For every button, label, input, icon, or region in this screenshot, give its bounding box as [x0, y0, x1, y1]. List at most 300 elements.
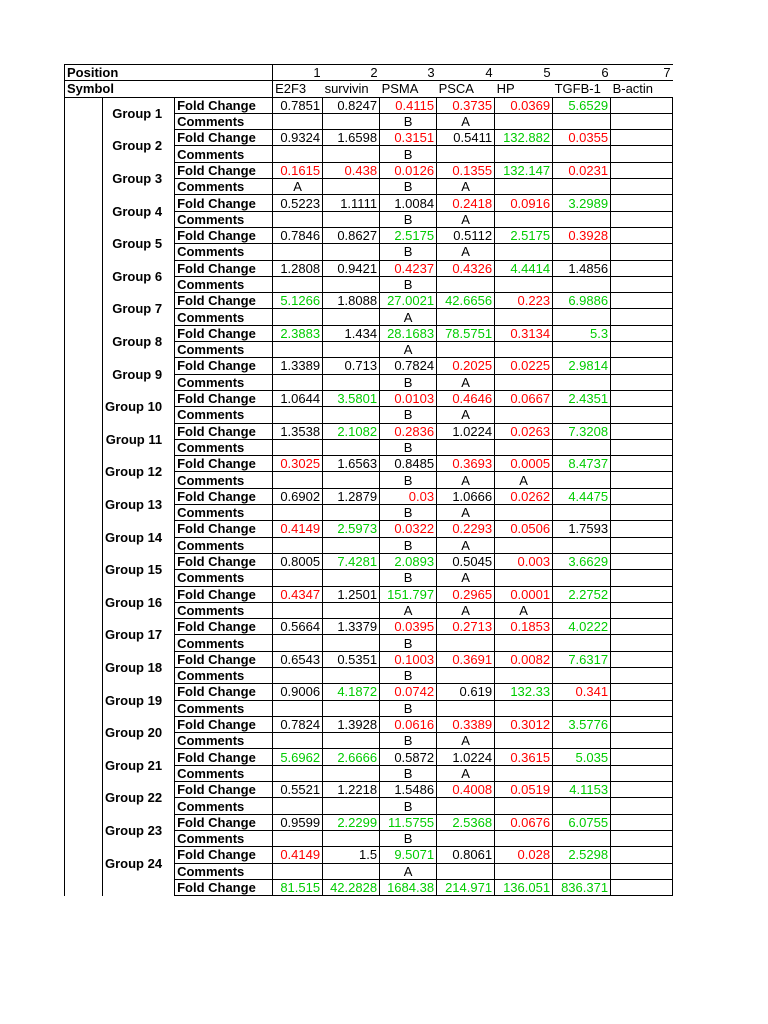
fold-change-row	[65, 325, 673, 341]
group-spacer-cell	[65, 423, 103, 439]
comment-value	[437, 830, 495, 846]
comment-value	[495, 179, 553, 195]
comments-label: Comments	[175, 667, 273, 683]
fold-change-value: 0.0001	[495, 586, 553, 602]
fold-change-value: 0.0225	[495, 358, 553, 374]
fold-change-value: 1.434	[323, 325, 380, 341]
fold-change-value: 4.1153	[553, 782, 611, 798]
fold-change-label: Fold Change	[175, 782, 273, 798]
empty-cell	[611, 798, 673, 814]
comment-value	[495, 733, 553, 749]
fold-change-value: 1.6563	[323, 456, 380, 472]
comment-value	[273, 244, 323, 260]
group-name: Group 14	[105, 529, 163, 545]
empty-cell	[611, 227, 673, 243]
comments-label: Comments	[175, 211, 273, 227]
fold-change-value: 0.7824	[380, 358, 437, 374]
fold-change-value: 2.5368	[437, 814, 495, 830]
fold-change-value: 0.9421	[323, 260, 380, 276]
empty-cell	[611, 162, 673, 178]
comment-value	[553, 798, 611, 814]
group-name: Group 2	[112, 138, 163, 154]
comment-value	[553, 733, 611, 749]
comments-label: Comments	[175, 830, 273, 846]
fold-change-value: 0.2713	[437, 619, 495, 635]
group-spacer-cell	[65, 472, 103, 488]
comment-value	[323, 342, 380, 358]
fold-change-row	[65, 227, 673, 243]
fold-change-label: Fold Change	[175, 521, 273, 537]
comment-value	[495, 537, 553, 553]
group-spacer-cell	[65, 260, 103, 276]
comment-value	[553, 244, 611, 260]
comment-value: A	[437, 733, 495, 749]
fold-change-row	[65, 684, 673, 700]
fold-change-value: 0.3691	[437, 651, 495, 667]
group-name: Group 8	[112, 334, 163, 350]
empty-cell	[611, 97, 673, 113]
fold-change-label: Fold Change	[175, 293, 273, 309]
fold-change-value: 0.2418	[437, 195, 495, 211]
comment-value	[273, 505, 323, 521]
empty-cell	[611, 293, 673, 309]
fold-change-value: 2.9814	[553, 358, 611, 374]
group-spacer-cell	[65, 635, 103, 651]
fold-change-value: 0.003	[495, 553, 553, 569]
fold-change-value: 0.0355	[553, 130, 611, 146]
fold-change-value: 1.0084	[380, 195, 437, 211]
fold-change-label: Fold Change	[175, 423, 273, 439]
empty-cell	[611, 733, 673, 749]
group-spacer-cell	[65, 113, 103, 129]
group-name: Group 6	[112, 268, 163, 284]
fold-change-value: 0.0103	[380, 390, 437, 406]
comment-value	[273, 309, 323, 325]
group-spacer-cell	[65, 439, 103, 455]
comment-value	[273, 863, 323, 879]
comment-value: B	[380, 733, 437, 749]
fold-change-value: 0.619	[437, 684, 495, 700]
fold-change-value: 0.7851	[273, 97, 323, 113]
comment-value: A	[380, 863, 437, 879]
group-spacer-cell	[65, 195, 103, 211]
fold-change-row	[65, 390, 673, 406]
fold-change-value: 0.3693	[437, 456, 495, 472]
fold-change-row	[65, 782, 673, 798]
fold-change-value: 0.0742	[380, 684, 437, 700]
comment-value: A	[437, 244, 495, 260]
group-spacer-cell	[65, 276, 103, 292]
comment-value	[273, 700, 323, 716]
fold-change-row	[65, 619, 673, 635]
group-spacer-cell	[65, 162, 103, 178]
comment-value: B	[380, 505, 437, 521]
comment-value: A	[437, 472, 495, 488]
symbol-cell: PSCA	[437, 81, 495, 97]
comment-value	[495, 342, 553, 358]
comment-value	[437, 667, 495, 683]
group-name: Group 20	[105, 725, 163, 741]
comments-label: Comments	[175, 179, 273, 195]
position-cell: 1	[273, 65, 323, 81]
fold-change-value: 0.6902	[273, 488, 323, 504]
group-name: Group 17	[105, 627, 163, 643]
comment-value	[323, 667, 380, 683]
fold-change-value: 0.0126	[380, 162, 437, 178]
fold-change-label: Fold Change	[175, 847, 273, 863]
comment-value	[553, 276, 611, 292]
comment-value	[553, 635, 611, 651]
comment-value: B	[380, 765, 437, 781]
group-spacer-cell	[65, 586, 103, 602]
comment-value	[323, 602, 380, 618]
fold-change-label: Fold Change	[175, 162, 273, 178]
comment-value	[273, 113, 323, 129]
comment-value	[495, 505, 553, 521]
fold-change-value: 0.8005	[273, 553, 323, 569]
fold-change-value: 0.3389	[437, 716, 495, 732]
fold-change-value: 4.1872	[323, 684, 380, 700]
empty-cell	[611, 879, 673, 895]
fold-change-value: 5.1266	[273, 293, 323, 309]
empty-cell	[611, 635, 673, 651]
fold-change-value: 0.0506	[495, 521, 553, 537]
fold-change-value: 28.1683	[380, 325, 437, 341]
empty-cell	[611, 423, 673, 439]
comments-label: Comments	[175, 342, 273, 358]
group-name: Group 12	[105, 464, 163, 480]
fold-change-value: 2.0893	[380, 553, 437, 569]
fold-change-value: 0.341	[553, 684, 611, 700]
fold-change-row	[65, 651, 673, 667]
group-spacer-cell	[65, 505, 103, 521]
empty-cell	[611, 863, 673, 879]
fold-change-value: 0.9599	[273, 814, 323, 830]
fold-change-value: 7.4281	[323, 553, 380, 569]
fold-change-value: 1.3379	[323, 619, 380, 635]
fold-change-value: 5.6529	[553, 97, 611, 113]
fold-change-label: Fold Change	[175, 358, 273, 374]
group-spacer-cell	[65, 309, 103, 325]
comment-value	[323, 505, 380, 521]
fold-change-value: 0.5664	[273, 619, 323, 635]
fold-change-value: 0.1615	[273, 162, 323, 178]
fold-change-value: 0.0916	[495, 195, 553, 211]
empty-cell	[611, 358, 673, 374]
comment-value	[495, 113, 553, 129]
group-spacer-cell	[65, 700, 103, 716]
comment-value	[495, 374, 553, 390]
fold-change-value: 0.3735	[437, 97, 495, 113]
fold-change-value: 4.0222	[553, 619, 611, 635]
fold-change-label: Fold Change	[175, 684, 273, 700]
fold-change-value: 1.2879	[323, 488, 380, 504]
comment-value	[437, 342, 495, 358]
fold-change-value: 8.4737	[553, 456, 611, 472]
comments-label: Comments	[175, 472, 273, 488]
comment-value	[437, 146, 495, 162]
comment-value: A	[437, 765, 495, 781]
fold-change-value: 7.3208	[553, 423, 611, 439]
fold-change-value: 0.3928	[553, 227, 611, 243]
comment-value	[495, 439, 553, 455]
fold-change-value: 5.6962	[273, 749, 323, 765]
comment-value: B	[380, 211, 437, 227]
fold-change-value: 836.371	[553, 879, 611, 895]
group-spacer-cell	[65, 863, 103, 879]
fold-change-value: 0.4646	[437, 390, 495, 406]
comment-value	[495, 570, 553, 586]
empty-cell	[611, 830, 673, 846]
fold-change-value: 4.4414	[495, 260, 553, 276]
fold-change-value: 0.0005	[495, 456, 553, 472]
fold-change-row	[65, 195, 673, 211]
comment-value: A	[380, 309, 437, 325]
fold-change-label: Fold Change	[175, 130, 273, 146]
empty-cell	[611, 130, 673, 146]
position-cell: 3	[380, 65, 437, 81]
fold-change-value: 42.6656	[437, 293, 495, 309]
comment-value	[273, 830, 323, 846]
empty-cell	[611, 716, 673, 732]
comment-value	[553, 407, 611, 423]
comment-value	[437, 635, 495, 651]
fold-change-value: 0.8627	[323, 227, 380, 243]
fold-change-value: 0.5223	[273, 195, 323, 211]
group-name: Group 9	[112, 366, 163, 382]
empty-cell	[611, 113, 673, 129]
group-spacer-cell	[65, 782, 103, 798]
fold-change-value: 0.03	[380, 488, 437, 504]
empty-cell	[611, 667, 673, 683]
fold-change-value: 0.8485	[380, 456, 437, 472]
fold-change-label: Fold Change	[175, 619, 273, 635]
fold-change-value: 0.0262	[495, 488, 553, 504]
comment-value	[273, 146, 323, 162]
comment-value	[323, 113, 380, 129]
comment-value: B	[380, 798, 437, 814]
comments-label: Comments	[175, 635, 273, 651]
fold-change-value: 1.3389	[273, 358, 323, 374]
comment-value	[437, 309, 495, 325]
fold-change-value: 0.713	[323, 358, 380, 374]
comment-value	[553, 505, 611, 521]
comment-value	[273, 798, 323, 814]
group-name: Group 24	[105, 855, 163, 871]
comment-value: A	[437, 407, 495, 423]
fold-change-value: 3.2989	[553, 195, 611, 211]
comment-value	[553, 374, 611, 390]
empty-cell	[611, 488, 673, 504]
comments-label: Comments	[175, 439, 273, 455]
group-spacer-cell	[65, 602, 103, 618]
comment-value: A	[437, 179, 495, 195]
comment-value	[553, 146, 611, 162]
comment-value	[273, 537, 323, 553]
fold-change-value: 2.5175	[380, 227, 437, 243]
comment-value: B	[380, 439, 437, 455]
fold-change-value: 4.4475	[553, 488, 611, 504]
comment-value	[553, 830, 611, 846]
group-name: Group 23	[105, 822, 163, 838]
fold-change-value: 1.7593	[553, 521, 611, 537]
empty-cell	[611, 342, 673, 358]
comments-label: Comments	[175, 244, 273, 260]
fold-change-value: 0.6543	[273, 651, 323, 667]
fold-change-value: 0.3012	[495, 716, 553, 732]
empty-cell	[611, 244, 673, 260]
comment-value	[273, 276, 323, 292]
comment-value	[273, 472, 323, 488]
empty-cell	[611, 782, 673, 798]
empty-cell	[611, 553, 673, 569]
fold-change-value: 0.0322	[380, 521, 437, 537]
comment-value: B	[380, 635, 437, 651]
fold-change-row	[65, 456, 673, 472]
group-name: Group 19	[105, 692, 163, 708]
position-cell: 4	[437, 65, 495, 81]
comment-value: B	[380, 179, 437, 195]
fold-change-value: 0.3025	[273, 456, 323, 472]
comment-value	[553, 667, 611, 683]
fold-change-value: 1.0224	[437, 749, 495, 765]
group-spacer-cell	[65, 619, 103, 635]
comment-value	[495, 830, 553, 846]
empty-cell	[611, 765, 673, 781]
group-spacer-cell	[65, 847, 103, 863]
group-spacer-cell	[65, 97, 103, 113]
fold-change-row	[65, 553, 673, 569]
fold-change-spreadsheet	[64, 64, 673, 896]
comment-value	[495, 309, 553, 325]
fold-change-value: 0.3151	[380, 130, 437, 146]
comment-value	[323, 830, 380, 846]
fold-change-value: 0.1355	[437, 162, 495, 178]
fold-change-value: 0.4115	[380, 97, 437, 113]
group-name: Group 4	[112, 203, 163, 219]
group-spacer-cell	[65, 521, 103, 537]
comment-value	[323, 798, 380, 814]
fold-change-value: 214.971	[437, 879, 495, 895]
comment-value	[495, 146, 553, 162]
fold-change-value: 1.2501	[323, 586, 380, 602]
comment-value	[273, 570, 323, 586]
comment-value	[553, 113, 611, 129]
empty-cell	[611, 505, 673, 521]
comment-value: A	[495, 472, 553, 488]
fold-change-value: 2.2752	[553, 586, 611, 602]
fold-change-value: 5.035	[553, 749, 611, 765]
comments-label: Comments	[175, 374, 273, 390]
group-spacer-cell	[65, 537, 103, 553]
group-name: Group 5	[112, 236, 163, 252]
group-name: Group 3	[112, 171, 163, 187]
comment-value: A	[380, 342, 437, 358]
fold-change-row	[65, 586, 673, 602]
symbol-cell: B-actin	[611, 81, 673, 97]
empty-cell	[611, 586, 673, 602]
fold-change-row	[65, 97, 673, 113]
group-spacer-cell	[65, 553, 103, 569]
comment-value	[323, 407, 380, 423]
comment-value	[437, 863, 495, 879]
fold-change-value: 0.2025	[437, 358, 495, 374]
comment-value	[495, 700, 553, 716]
fold-change-value: 2.2299	[323, 814, 380, 830]
comments-label: Comments	[175, 407, 273, 423]
fold-change-value: 0.7824	[273, 716, 323, 732]
group-name: Group 10	[105, 399, 163, 415]
comment-value: B	[380, 830, 437, 846]
fold-change-label: Fold Change	[175, 488, 273, 504]
comments-label: Comments	[175, 798, 273, 814]
fold-change-value: 6.0755	[553, 814, 611, 830]
group-name-empty	[103, 879, 175, 895]
fold-change-value: 11.5755	[380, 814, 437, 830]
fold-change-value: 0.0231	[553, 162, 611, 178]
group-spacer-cell	[65, 716, 103, 732]
position-cell: 5	[495, 65, 553, 81]
comment-value	[273, 374, 323, 390]
comment-value	[323, 472, 380, 488]
comment-value	[437, 700, 495, 716]
comment-value	[273, 733, 323, 749]
comment-value	[495, 765, 553, 781]
fold-change-row	[65, 521, 673, 537]
fold-change-value: 1.2808	[273, 260, 323, 276]
fold-change-value: 0.0667	[495, 390, 553, 406]
comment-value	[553, 211, 611, 227]
comment-value	[495, 276, 553, 292]
comment-value: A	[437, 211, 495, 227]
comments-label: Comments	[175, 113, 273, 129]
fold-change-row	[65, 293, 673, 309]
comments-label: Comments	[175, 505, 273, 521]
fold-change-value: 0.5411	[437, 130, 495, 146]
empty-cell	[611, 684, 673, 700]
fold-change-value: 78.5751	[437, 325, 495, 341]
comment-value: A	[437, 113, 495, 129]
position-label: Position	[65, 65, 273, 81]
fold-change-row	[65, 879, 673, 895]
fold-change-value: 0.7846	[273, 227, 323, 243]
group-spacer-cell	[65, 293, 103, 309]
comment-value	[323, 537, 380, 553]
comment-value	[495, 863, 553, 879]
fold-change-value: 0.0395	[380, 619, 437, 635]
comment-value	[495, 635, 553, 651]
comment-value: A	[437, 505, 495, 521]
comment-value: A	[437, 602, 495, 618]
fold-change-value: 0.4347	[273, 586, 323, 602]
comment-value: B	[380, 146, 437, 162]
fold-change-row	[65, 358, 673, 374]
fold-change-value: 132.33	[495, 684, 553, 700]
fold-change-value: 1.0666	[437, 488, 495, 504]
fold-change-value: 42.2828	[323, 879, 380, 895]
comment-value: A	[273, 179, 323, 195]
empty-cell	[611, 700, 673, 716]
comment-value	[437, 276, 495, 292]
group-spacer-cell	[65, 814, 103, 830]
fold-change-value: 0.9006	[273, 684, 323, 700]
fold-change-value: 0.4326	[437, 260, 495, 276]
fold-change-row	[65, 847, 673, 863]
empty-cell	[611, 276, 673, 292]
comment-value	[273, 342, 323, 358]
fold-change-label: Fold Change	[175, 749, 273, 765]
position-cell: 7	[611, 65, 673, 81]
